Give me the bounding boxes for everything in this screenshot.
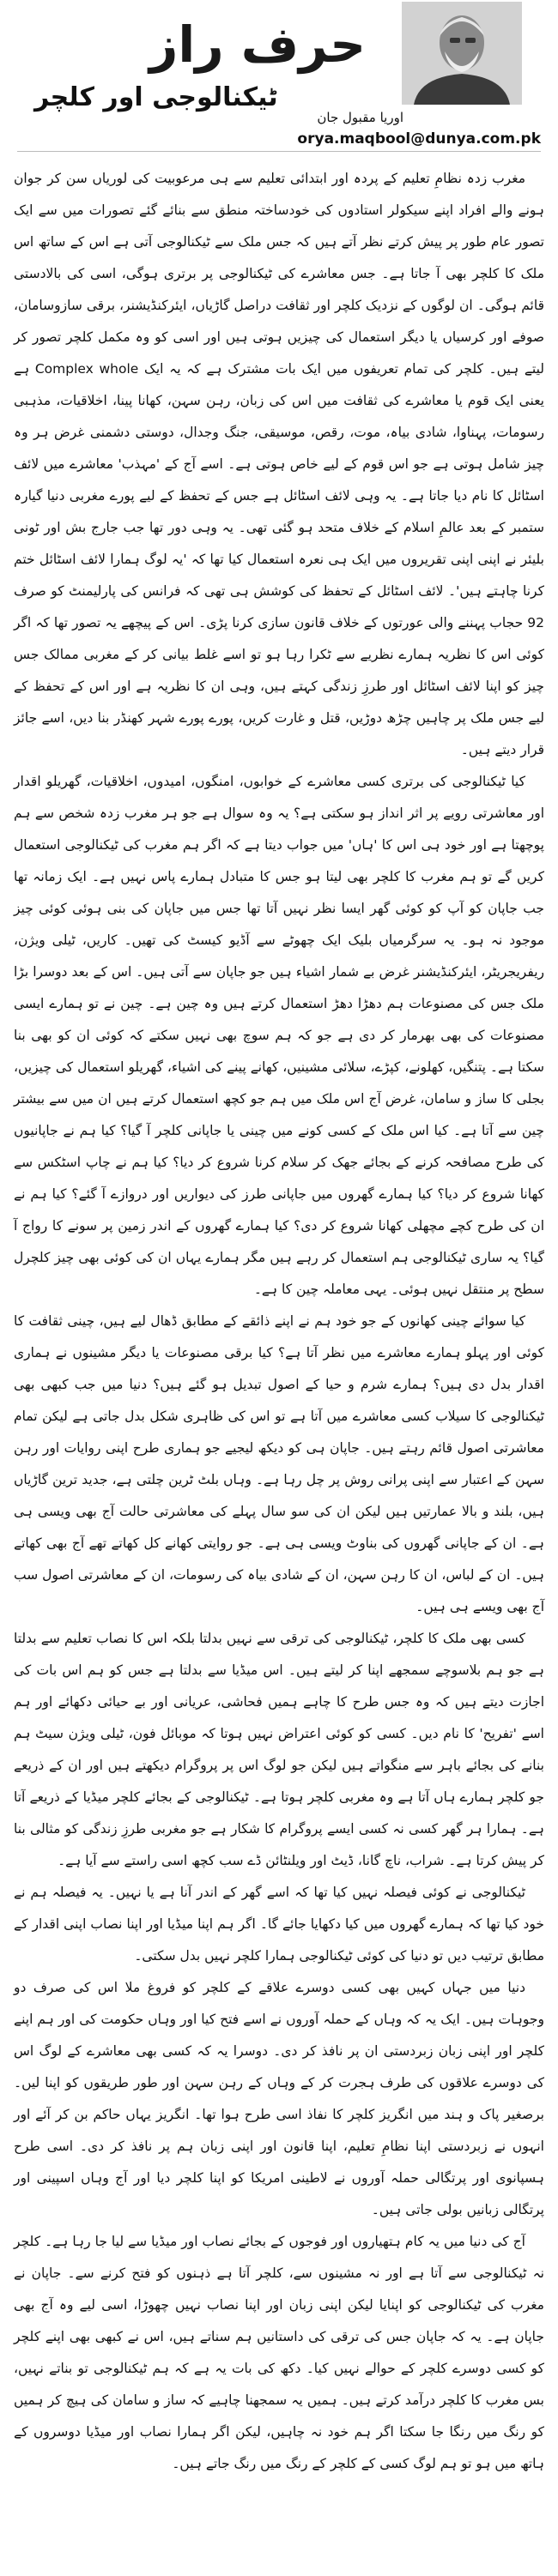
paragraph: دنیا میں جہاں کہیں بھی کسی دوسرے علاقے کے کلچر کو فروغ ملا اس کی صرف دو وجوہات ہیں۔ ایک یہ کہ وہاں کے حملہ آوروں نے اسے فتح کیا اور وہاں حکومت کی اور ہم اپنے کلچر اور اپنی زبان زبردستی ان پر نافذ کر دی۔ دوسرا یہ کہ کسی بھی معاشرے کے لوگ اس کی دوسرے علاقوں کی طرف ہجرت کر کے وہاں کے رہن سہن اور طور طریقوں کو اپنا لیں۔ برصغیر پاک و ہند میں انگریز کلچر کا نفاذ اسی طرح ہوا تھا۔ انگریز یہاں حاکم بن کر آئے اور انہوں نے زبردستی اپنا نظامِ تعلیم، اپنا قانون اور اپنی زبان ہم پر نافذ کر دی۔ اسی طرح ہسپانوی اور پرتگالی حملہ آوروں نے لاطینی امریکا کو اپنا کلچر دیا اور آج وہاں اسپینی اور پرتگالی زبانیں بولی جاتی ہیں۔ (14, 1980, 544, 2217)
paragraph: کیا سوائے چینی کھانوں کے جو خود ہم نے اپنے ذائقے کے مطابق ڈھال لیے ہیں، چینی ثقافت کا کوئی اور پہلو ہمارے معاشرے میں نظر آتا ہے؟ کیا برقی مصنوعات یا دیگر مشینوں نے ہماری اقدار بدل دی ہیں؟ ہمارے شرم و حیا کے اصول تبدیل ہو گئے ہیں؟ دنیا میں جب کبھی بھی ٹیکنالوجی کا سیلاب کسی معاشرے میں آتا ہے تو اس کی ظاہری شکل بدل جاتی ہے لیکن تمام معاشرتی اصول قائم رہتے ہیں۔ جاپان ہی کو دیکھ لیجیے جو ہماری طرح اپنی روایات اور رہن سہن کے اعتبار سے اپنی پرانی روش پر چل رہا ہے۔ وہاں بلٹ ٹرین چلتی ہے، جدید ترین گاڑیاں ہیں، بلند و بالا عمارتیں ہیں لیکن ان کی سو سال پہلے کی معاشرتی حالت آج بھی ویسی ہی ہے۔ ان کے جاپانی گھروں کی بناوٹ ویسی ہی ہے۔ جو روایتی کھانے کل کھاتے تھے آج بھی کھاتے ہیں۔ ان کے لباس، ان کا رہن سہن، ان کے شادی بیاہ کی رسومات، ان کے معاشرتی اصول سب آج بھی ویسے ہی ہیں۔ (13, 1313, 544, 1614)
logo-text: حرف راز (149, 15, 367, 74)
author-photo (402, 2, 522, 105)
article-body (0, 163, 558, 2480)
paragraph: ٹیکنالوجی نے کوئی فیصلہ نہیں کیا تھا کہ اسے گھر کے اندر آنا ہے یا نہیں۔ یہ فیصلہ ہم نے خود کیا تھا کہ ہمارے گھروں میں کیا دکھایا جائے گا۔ اگر ہم اپنا میڈیا اور اپنا نصاب اپنی اقدار کے مطابق ترتیب دیں تو دنیا کی کوئی ٹیکنالوجی ہمارا کلچر نہیں بدل سکتی۔ (14, 1885, 544, 1964)
author-name: اوریا مقبول جان (317, 110, 403, 125)
header-divider (17, 151, 541, 152)
column-logo (137, 12, 378, 77)
paragraph: مغرب زدہ نظامِ تعلیم کے پردہ اور ابتدائی تعلیم سے ہی مرعوبیت کی لوریاں سن کر جوان ہونے والے افراد اپنے سیکولر استادوں کی خودساختہ منطق سے بنائے گئے تصورات میں سے ایک تصور عام طور پر پیش کرتے نظر آتے ہیں کہ جس ملک سے ٹیکنالوجی آتی ہے اس کے ساتھ اس ملک کا کلچر بھی آ جاتا ہے۔ جس معاشرے کی ٹیکنالوجی پر برتری ہوگی، اسی کی بالادستی قائم ہوگی۔ ان لوگوں کے نزدیک کلچر اور ثقافت دراصل گاڑیاں، ایئرکنڈیشنر، برقی سازوسامان، صوفے اور کرسیاں یا دیگر استعمال کی چیزیں ہوتی ہیں اور اسی کو وہ مکمل کلچر تصور کر لیتے ہیں۔ کلچر کی تمام تعریفوں میں ایک بات مشترک ہے کہ یہ ایک Complex whole ہے یعنی ایک قوم یا معاشرے کی ثقافت میں اس کی زبان، رہن سہن، کھانا پینا، اخلاقیات، مذہبی رسومات، پہناوا، شادی بیاہ، موت، رقص، موسیقی، جنگ وجدال، دوستی دشمنی غرض ہر وہ چیز شامل ہوتی ہے جو اس قوم کے لیے خاص ہوتی ہے۔ اسے آج کے 'مہذب' معاشرے میں لائف اسٹائل کا نام دیا جاتا ہے۔ یہ وہی لائف اسٹائل ہے جس کے تحفظ کے لیے پورے مغربی دنیا گیارہ ستمبر کے بعد عالمِ اسلام کے خلاف متحد ہو گئی تھی۔ یہ وہی دور تھا جب جارج بش اور ٹونی بلیئر نے اپنی اپنی تقریروں میں ایک ہی نعرہ استعمال کیا تھا کہ 'یہ لوگ ہمارا لائف اسٹائل ختم کرنا چاہتے ہیں'۔ لائف اسٹائل کے تحفظ کی کوشش ہی تھی کہ فرانس کی پارلیمنٹ کو صرف 92 حجاب پہننے والی عورتوں کے خلاف قانون سازی کرنا پڑی۔ اس کے پیچھے یہ تصور تھا کہ اگر کوئی اس کا نظریہ ہمارے نظریے سے ٹکرا رہا ہو تو اسے غلط بیانی کر کے مغربی ممالک جس چیز کو اپنا لائف اسٹائل اور طرزِ زندگی کہتے ہیں، وہی ان کا نظریہ ہے اور اس کے تحفظ کے لیے جس ملک پر چاہیں چڑھ دوڑیں، قتل و غارت کریں، پورے پورے شہر کھنڈر بنا دیں، اسے جائز قرار دیتے ہیں۔ (14, 171, 544, 757)
author-email: orya.maqbool@dunya.com.pk (297, 130, 541, 148)
paragraph: آج کی دنیا میں یہ کام ہتھیاروں اور فوجوں کے بجائے نصاب اور میڈیا سے لیا جا رہا ہے۔ کلچر نہ ٹیکنالوجی سے آتا ہے اور نہ مشینوں سے، کلچر آتا ہے ذہنوں کو فتح کرنے سے۔ جاپان نے مغرب کی ٹیکنالوجی کو اپنایا لیکن اپنی زبان اور اپنا نصاب نہیں چھوڑا، اسی لیے وہ آج بھی جاپان ہے۔ یہ کہ جاپان جس کی ترقی کی داستانیں ہم سناتے ہیں، اس نے کبھی بھی اپنے کلچر کو کسی دوسرے کلچر کے حوالے نہیں کیا۔ دکھ کی بات یہ ہے کہ ہم ٹیکنالوجی تو بناتے نہیں، بس مغرب کا کلچر درآمد کرتے ہیں۔ ہمیں یہ سمجھنا چاہیے کہ ساز و سامان کی ہیچ کر ہمیں کو رنگ میں رنگا جا سکتا اگر ہم خود نہ چاہیں، لیکن اگر ہمارا نصاب اور میڈیا دوسروں کے ہاتھ میں ہو تو ہم لوگ کسی کے کلچر کے رنگ میں رنگ جاتے ہیں۔ (14, 2234, 544, 2471)
column-header (0, 0, 558, 153)
paragraph: کسی بھی ملک کا کلچر، ٹیکنالوجی کی ترقی سے نہیں بدلتا بلکہ اس کا نصاب تعلیم سے بدلتا ہے جو ہم بلاسوچے سمجھے اپنا کر لیتے ہیں۔ اس میڈیا سے بدلتا ہے جس کو ہم اس بات کی اجازت دیتے ہیں کہ وہ جس طرح کا چاہے ہمیں فحاشی، عریانی اور بے حیائی دکھائے اور ہم اسے 'تفریح' کا نام دیں۔ کسی کو کوئی اعتراض نہیں ہوتا کہ موبائل فون، ٹیلی ویژن سیٹ ہم بنانے کی بجائے باہر سے منگواتے ہیں لیکن جو لوگ اس پر پروگرام دیکھتے ہیں اور ان کے ذریعے جو کلچر ہمارے ہاں آتا ہے وہ مغربی کلچر ہوتا ہے۔ ٹیکنالوجی کے بجائے کلچر میڈیا کے ذریعے آتا ہے۔ ہمارا ہر گھر کسی نہ کسی ایسے پروگرام کا شکار ہے جو مغربی طرزِ زندگی کو مثالی بنا کر پیش کرتا ہے۔ شراب، ناچ گانا، ڈیٹ اور ویلنٹائن ڈے سب کچھ اسی راستے سے آیا ہے۔ (14, 1631, 544, 1868)
page-title: ٹیکنالوجی اور کلچر (34, 82, 278, 112)
paragraph: کیا ٹیکنالوجی کی برتری کسی معاشرے کے خوابوں، امنگوں، امیدوں، اخلاقیات، گھریلو اقدار اور معاشرتی رویے پر اثر انداز ہو سکتی ہے؟ یہ وہ سوال ہے جو ہر مغرب زدہ شخص سے ہم پوچھتا ہے اور خود ہی اس کا 'ہاں' میں جواب دیتا ہے کہ اگر ہم مغرب کی ٹیکنالوجی استعمال کریں گے تو ہم مغرب کا کلچر بھی لیتا ہو جس کا متبادل ہمارے پاس نہیں ہے۔ ایک زمانہ تھا جب جاپان کو آپ کو کوئی گھر ایسا نظر نہیں آتا تھا جس میں جاپان کی بنی ہوئی کوئی چیز موجود نہ ہو۔ یہ سرگرمیاں بلیک ایک چھوٹے سے آڈیو کیسٹ کی تھیں۔ کاریں، ٹیلی ویژن، ریفریجریٹر، ایئرکنڈیشنر غرض بے شمار اشیاء ہیں جو جاپان سے آتی ہیں۔ اس کے بعد دوسرا بڑا ملک جس کی مصنوعات ہم دھڑا دھڑ استعمال کرتے ہیں وہ چین ہے۔ چین نے تو ہمارے ایسی مصنوعات کی بھی بھرمار کر دی ہے جو کہ ہم سوچ بھی نہیں سکتے کہ کوئی ان کو بھی بنا سکتا ہے۔ پتنگیں، کھلونے، کپڑے، سلائی مشینیں، کھانے پینے کی اشیاء، گھریلو استعمال کی چیزیں، بجلی کا ساز و سامان، غرض آج اس ملک میں ہم جو کچھ استعمال کرتے ہیں ان میں سے بیشتر چین سے آتا ہے۔ کیا اس ملک کے کسی کونے میں چینی یا جاپانی کلچر آ گیا؟ کیا ہم نے جاپانیوں کی طرح مصافحہ کرنے کے بجائے جھک کر سلام کرنا شروع کر دیا؟ کیا ہم نے چاپ اسٹکس سے کھانا شروع کر دیا؟ کیا ہمارے گھروں میں جاپانی طرز کی دیواریں اور دروازے آ گئے؟ کیا ہم نے ان کی طرح کچے مچھلی کھانا شروع کر دی؟ کیا ہمارے گھروں کے اندر زمین پر سونے کا رواج آ گیا؟ یہ ساری ٹیکنالوجی ہم استعمال کر رہے ہیں مگر ہمارے یہاں ان کی کوئی بھی چیز کلچرل سطح پر منتقل نہیں ہوئی۔ یہی معاملہ چین کا ہے۔ (14, 774, 544, 1297)
